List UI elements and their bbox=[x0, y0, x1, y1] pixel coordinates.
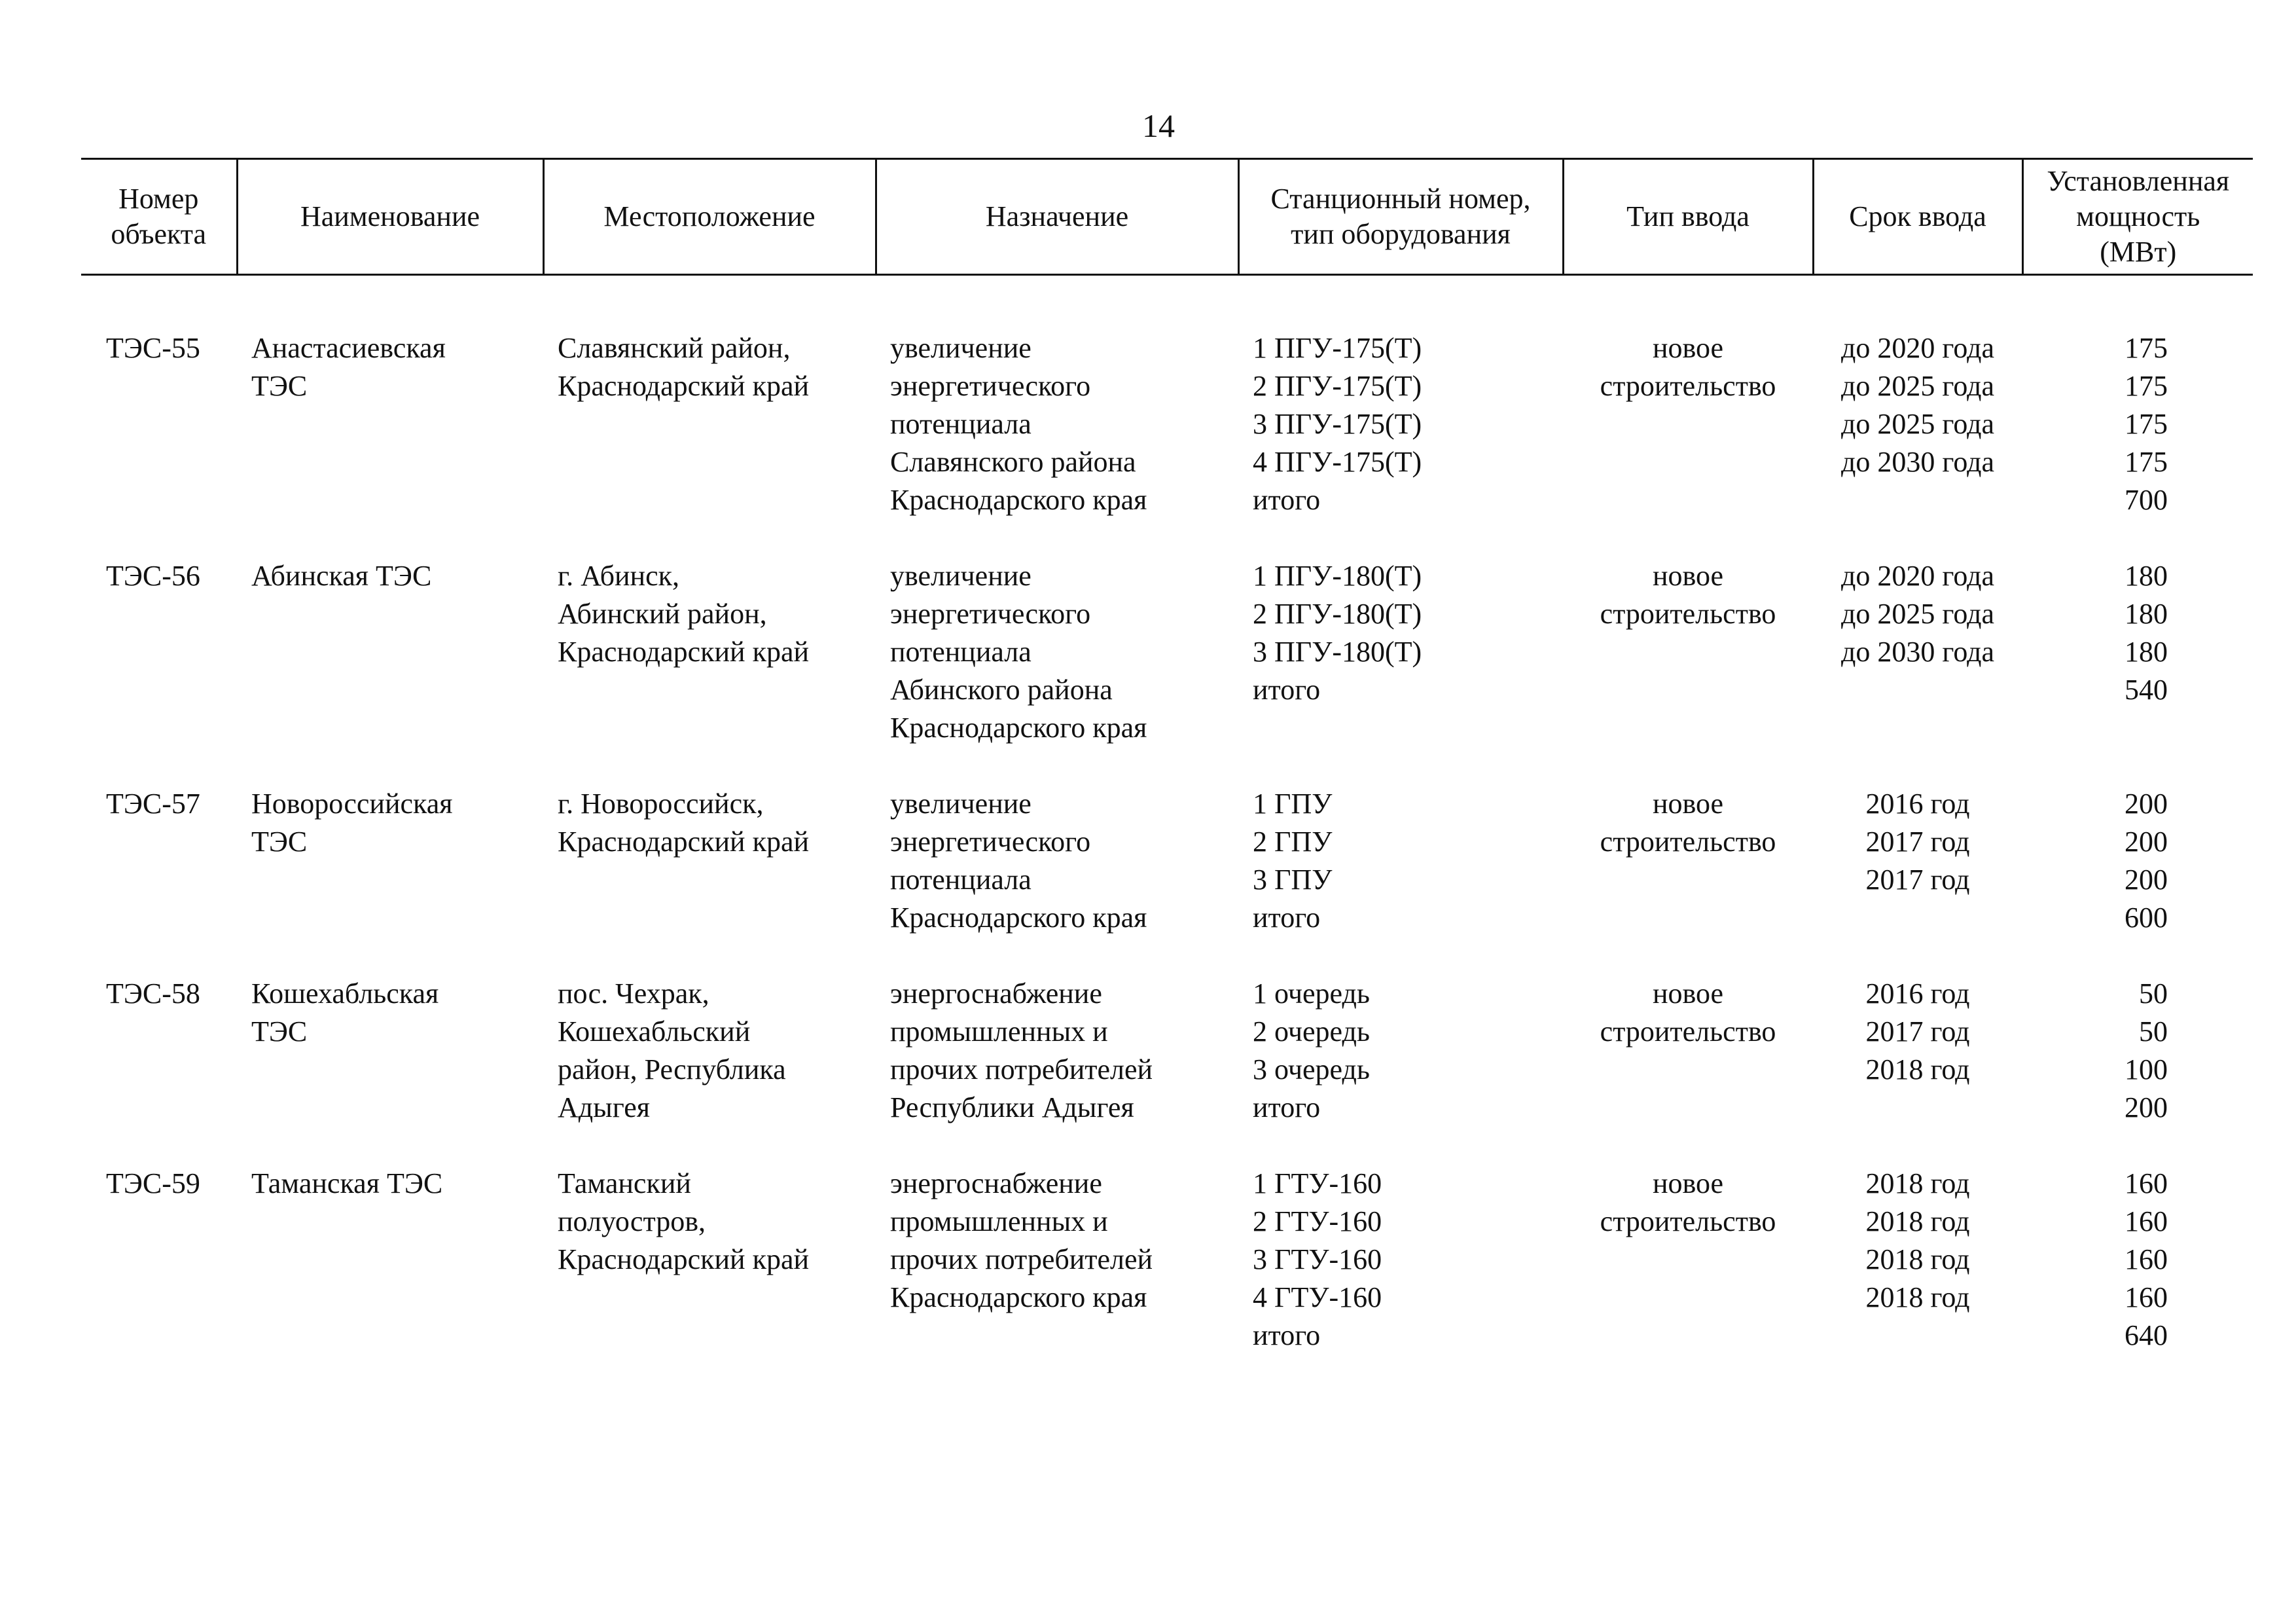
installed-power-line: 160 bbox=[2125, 1167, 2168, 1199]
location-line: Краснодарский край bbox=[558, 826, 810, 858]
entry-term-line: до 2025 года bbox=[1841, 598, 1994, 630]
plant-name-line: Новороссийская bbox=[251, 788, 453, 820]
header-location-text: Местоположение bbox=[603, 200, 816, 232]
entry-term-line: 2017 год bbox=[1865, 826, 1970, 858]
cell-installed-power bbox=[2022, 1165, 2253, 1355]
header-num-text: объекта bbox=[111, 218, 207, 250]
entry-term-line: до 2030 года bbox=[1841, 636, 1994, 668]
cell-installed-power bbox=[2022, 557, 2253, 747]
equipment-line: 3 ГТУ-160 bbox=[1253, 1243, 1382, 1275]
purpose-line: промышленных и bbox=[890, 1205, 1108, 1237]
purpose-line: потенциала bbox=[890, 408, 1031, 440]
equipment-line: 2 ПГУ-180(Т) bbox=[1253, 598, 1422, 630]
installed-power-line: 200 bbox=[2125, 864, 2168, 896]
cell-plant-name bbox=[237, 1165, 543, 1355]
location-line: Краснодарский край bbox=[558, 636, 810, 668]
cell-entry-term bbox=[1813, 975, 2022, 1127]
location-line: Адыгея bbox=[558, 1091, 650, 1123]
cell-installed-power bbox=[2022, 329, 2253, 519]
table-row bbox=[81, 329, 2253, 519]
cell-plant-name bbox=[237, 785, 543, 937]
equipment-line: 2 ГТУ-160 bbox=[1253, 1205, 1382, 1237]
plant-name-line: Кошехабльская bbox=[251, 977, 439, 1010]
installed-power-line: 175 bbox=[2125, 370, 2168, 402]
header-purpose bbox=[876, 159, 1238, 275]
object-number-line: ТЭС-57 bbox=[106, 788, 200, 820]
cell-entry-type bbox=[1563, 975, 1813, 1127]
header-entry_type-text: Тип ввода bbox=[1626, 200, 1749, 232]
cell-purpose bbox=[876, 975, 1238, 1127]
location-line: Краснодарский край bbox=[558, 370, 810, 402]
cell-equipment bbox=[1238, 785, 1563, 937]
purpose-line: энергоснабжение bbox=[890, 977, 1102, 1010]
header-equipment bbox=[1238, 159, 1563, 275]
equipment-line: 2 очередь bbox=[1253, 1015, 1370, 1048]
entry-type-line: строительство bbox=[1600, 598, 1776, 630]
cell-entry-term bbox=[1813, 557, 2022, 747]
equipment-line: 3 очередь bbox=[1253, 1053, 1370, 1085]
entry-term-line: до 2030 года bbox=[1841, 446, 1994, 478]
location-line: Славянский район, bbox=[558, 332, 791, 364]
location-line: пос. Чехрак, bbox=[558, 977, 709, 1010]
cell-object-number bbox=[81, 557, 237, 747]
row-gap bbox=[81, 747, 2253, 785]
cell-location bbox=[543, 975, 876, 1127]
table-row bbox=[81, 785, 2253, 937]
cell-plant-name bbox=[237, 557, 543, 747]
entry-term-line: 2018 год bbox=[1865, 1281, 1970, 1313]
cell-purpose bbox=[876, 329, 1238, 519]
purpose-line: промышленных и bbox=[890, 1015, 1108, 1048]
entry-type-line: новое bbox=[1652, 1167, 1724, 1199]
table-row bbox=[81, 1165, 2253, 1355]
plant-name-line: Таманская ТЭС bbox=[251, 1167, 443, 1199]
object-number-line: ТЭС-55 bbox=[106, 332, 200, 364]
entry-type-line: новое bbox=[1652, 788, 1724, 820]
entry-term-line: 2018 год bbox=[1865, 1167, 1970, 1199]
header-entry-term bbox=[1813, 159, 2022, 275]
installed-power-line: 175 bbox=[2125, 446, 2168, 478]
equipment-line: 1 ГПУ bbox=[1253, 788, 1333, 820]
entry-term-line: 2018 год bbox=[1865, 1243, 1970, 1275]
table-header-row bbox=[81, 159, 2253, 275]
row-gap-cell bbox=[81, 519, 2253, 557]
cell-purpose bbox=[876, 1165, 1238, 1355]
cell-entry-type bbox=[1563, 329, 1813, 519]
entry-type-line: строительство bbox=[1600, 1205, 1776, 1237]
header-power-text: мощность bbox=[2076, 200, 2200, 232]
location-line: Кошехабльский bbox=[558, 1015, 751, 1048]
cell-entry-term bbox=[1813, 329, 2022, 519]
installed-power-line: 200 bbox=[2125, 1091, 2168, 1123]
installed-power-line: 200 bbox=[2125, 826, 2168, 858]
cell-equipment bbox=[1238, 1165, 1563, 1355]
equipment-line: 3 ПГУ-180(Т) bbox=[1253, 636, 1422, 668]
entry-type-line: строительство bbox=[1600, 826, 1776, 858]
purpose-line: Славянского района bbox=[890, 446, 1136, 478]
cell-entry-type bbox=[1563, 1165, 1813, 1355]
row-gap bbox=[81, 1127, 2253, 1165]
installed-power-line: 180 bbox=[2125, 598, 2168, 630]
installed-power-line: 160 bbox=[2125, 1281, 2168, 1313]
purpose-line: увеличение bbox=[890, 560, 1031, 592]
equipment-line: 2 ПГУ-175(Т) bbox=[1253, 370, 1422, 402]
cell-entry-type bbox=[1563, 785, 1813, 937]
location-line: г. Новороссийск, bbox=[558, 788, 764, 820]
header-entry-type bbox=[1563, 159, 1813, 275]
purpose-line: прочих потребителей bbox=[890, 1053, 1153, 1085]
installed-power-line: 200 bbox=[2125, 788, 2168, 820]
row-gap-cell bbox=[81, 1127, 2253, 1165]
purpose-line: энергетического bbox=[890, 598, 1091, 630]
table-row bbox=[81, 975, 2253, 1127]
installed-power-line: 175 bbox=[2125, 332, 2168, 364]
cell-object-number bbox=[81, 785, 237, 937]
header-purpose-text: Назначение bbox=[985, 200, 1129, 232]
power-plants-table bbox=[81, 158, 2253, 1355]
cell-entry-term bbox=[1813, 785, 2022, 937]
header-object-number bbox=[81, 159, 237, 275]
row-gap bbox=[81, 937, 2253, 975]
installed-power-line: 100 bbox=[2125, 1053, 2168, 1085]
entry-term-line: до 2025 года bbox=[1841, 370, 1994, 402]
plant-name-line: Абинская ТЭС bbox=[251, 560, 432, 592]
equipment-line: 1 очередь bbox=[1253, 977, 1370, 1010]
installed-power-line: 50 bbox=[2139, 977, 2168, 1010]
purpose-line: Краснодарского края bbox=[890, 484, 1147, 516]
cell-installed-power bbox=[2022, 785, 2253, 937]
entry-term-line: до 2020 года bbox=[1841, 560, 1994, 592]
cell-equipment bbox=[1238, 557, 1563, 747]
equipment-line: 1 ГТУ-160 bbox=[1253, 1167, 1382, 1199]
purpose-line: потенциала bbox=[890, 636, 1031, 668]
object-number-line: ТЭС-58 bbox=[106, 977, 200, 1010]
location-line: Таманский bbox=[558, 1167, 691, 1199]
installed-power-line: 180 bbox=[2125, 560, 2168, 592]
purpose-line: Краснодарского края bbox=[890, 712, 1147, 744]
cell-equipment bbox=[1238, 329, 1563, 519]
cell-plant-name bbox=[237, 329, 543, 519]
cell-equipment bbox=[1238, 975, 1563, 1127]
row-gap bbox=[81, 519, 2253, 557]
cell-entry-type bbox=[1563, 557, 1813, 747]
equipment-line: 4 ГТУ-160 bbox=[1253, 1281, 1382, 1313]
installed-power-line: 160 bbox=[2125, 1243, 2168, 1275]
header-equipment-text: тип оборудования bbox=[1291, 218, 1511, 250]
equipment-line: итого bbox=[1253, 674, 1321, 706]
location-line: Абинский район, bbox=[558, 598, 767, 630]
entry-term-line: 2017 год bbox=[1865, 1015, 1970, 1048]
entry-term-line: 2016 год bbox=[1865, 788, 1970, 820]
row-spacer bbox=[81, 275, 2253, 330]
entry-term-line: 2018 год bbox=[1865, 1053, 1970, 1085]
purpose-line: прочих потребителей bbox=[890, 1243, 1153, 1275]
location-line: Краснодарский край bbox=[558, 1243, 810, 1275]
cell-location bbox=[543, 329, 876, 519]
equipment-line: 1 ПГУ-180(Т) bbox=[1253, 560, 1422, 592]
installed-power-line: 180 bbox=[2125, 636, 2168, 668]
cell-object-number bbox=[81, 1165, 237, 1355]
plant-name-line: Анастасиевская bbox=[251, 332, 446, 364]
purpose-line: Республики Адыгея bbox=[890, 1091, 1134, 1123]
plant-name-line: ТЭС bbox=[251, 826, 308, 858]
purpose-line: энергетического bbox=[890, 826, 1091, 858]
cell-location bbox=[543, 785, 876, 937]
header-installed-power bbox=[2022, 159, 2253, 275]
header-num-text: Номер bbox=[118, 183, 199, 215]
row-gap-cell bbox=[81, 747, 2253, 785]
equipment-line: 1 ПГУ-175(Т) bbox=[1253, 332, 1422, 364]
purpose-line: увеличение bbox=[890, 788, 1031, 820]
cell-plant-name bbox=[237, 975, 543, 1127]
equipment-line: итого bbox=[1253, 1319, 1321, 1351]
cell-entry-term bbox=[1813, 1165, 2022, 1355]
location-line: полуостров, bbox=[558, 1205, 706, 1237]
purpose-line: Краснодарского края bbox=[890, 902, 1147, 934]
cell-purpose bbox=[876, 785, 1238, 937]
purpose-line: энергоснабжение bbox=[890, 1167, 1102, 1199]
table-body bbox=[81, 275, 2253, 1355]
location-line: г. Абинск, bbox=[558, 560, 680, 592]
installed-power-line: 600 bbox=[2125, 902, 2168, 934]
entry-type-line: строительство bbox=[1600, 370, 1776, 402]
header-entry_term-text: Срок ввода bbox=[1849, 200, 1986, 232]
purpose-line: Краснодарского края bbox=[890, 1281, 1147, 1313]
entry-term-line: до 2020 года bbox=[1841, 332, 1994, 364]
installed-power-line: 160 bbox=[2125, 1205, 2168, 1237]
page-number: 14 bbox=[1142, 107, 1175, 144]
header-location bbox=[543, 159, 876, 275]
cell-location bbox=[543, 557, 876, 747]
purpose-line: Абинского района bbox=[890, 674, 1113, 706]
table-row bbox=[81, 557, 2253, 747]
entry-type-line: новое bbox=[1652, 560, 1724, 592]
cell-location bbox=[543, 1165, 876, 1355]
header-name bbox=[237, 159, 543, 275]
cell-installed-power bbox=[2022, 975, 2253, 1127]
row-gap-cell bbox=[81, 937, 2253, 975]
purpose-line: потенциала bbox=[890, 864, 1031, 896]
purpose-line: энергетического bbox=[890, 370, 1091, 402]
entry-term-line: 2018 год bbox=[1865, 1205, 1970, 1237]
equipment-line: итого bbox=[1253, 484, 1321, 516]
installed-power-line: 175 bbox=[2125, 408, 2168, 440]
equipment-line: итого bbox=[1253, 902, 1321, 934]
entry-term-line: 2016 год bbox=[1865, 977, 1970, 1010]
installed-power-line: 640 bbox=[2125, 1319, 2168, 1351]
object-number-line: ТЭС-59 bbox=[106, 1167, 200, 1199]
entry-type-line: новое bbox=[1652, 977, 1724, 1010]
cell-object-number bbox=[81, 329, 237, 519]
entry-term-line: 2017 год bbox=[1865, 864, 1970, 896]
header-power-text: (МВт) bbox=[2100, 236, 2177, 268]
cell-purpose bbox=[876, 557, 1238, 747]
header-equipment-text: Станционный номер, bbox=[1270, 183, 1531, 215]
plant-name-line: ТЭС bbox=[251, 370, 308, 402]
row-spacer-cell bbox=[81, 275, 2253, 330]
entry-type-line: новое bbox=[1652, 332, 1724, 364]
equipment-line: 3 ПГУ-175(Т) bbox=[1253, 408, 1422, 440]
installed-power-line: 700 bbox=[2125, 484, 2168, 516]
equipment-line: 2 ГПУ bbox=[1253, 826, 1333, 858]
object-number-line: ТЭС-56 bbox=[106, 560, 200, 592]
location-line: район, Республика bbox=[558, 1053, 786, 1085]
entry-type-line: строительство bbox=[1600, 1015, 1776, 1048]
installed-power-line: 540 bbox=[2125, 674, 2168, 706]
plant-name-line: ТЭС bbox=[251, 1015, 308, 1048]
entry-term-line: до 2025 года bbox=[1841, 408, 1994, 440]
header-power-text: Установленная bbox=[2047, 165, 2230, 197]
installed-power-line: 50 bbox=[2139, 1015, 2168, 1048]
equipment-line: 4 ПГУ-175(Т) bbox=[1253, 446, 1422, 478]
equipment-line: итого bbox=[1253, 1091, 1321, 1123]
cell-object-number bbox=[81, 975, 237, 1127]
purpose-line: увеличение bbox=[890, 332, 1031, 364]
header-name-text: Наименование bbox=[300, 200, 480, 232]
equipment-line: 3 ГПУ bbox=[1253, 864, 1333, 896]
